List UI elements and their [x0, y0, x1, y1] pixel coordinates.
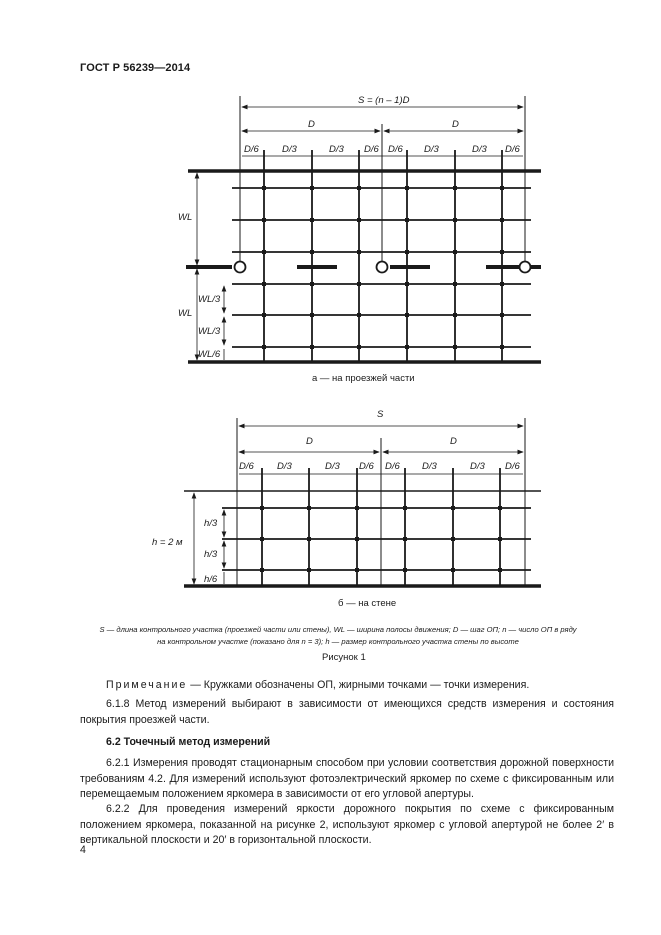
svg-text:D/6: D/6 — [505, 144, 520, 155]
svg-text:D/3: D/3 — [325, 461, 340, 472]
svg-text:D: D — [450, 436, 457, 447]
label-wl-1: WL — [178, 212, 193, 223]
label-wl-2: WL — [178, 308, 193, 319]
note-text: — Кружками обозначены ОП, жирными точками — точки измерения. — [187, 679, 530, 691]
page-number: 4 — [80, 844, 86, 856]
svg-text:WL/3: WL/3 — [198, 294, 221, 305]
svg-text:h/3: h/3 — [204, 518, 218, 529]
section-heading-6-2: 6.2 Точечный метод измерений — [106, 736, 271, 748]
figure-b-caption: б — на стене — [338, 598, 397, 609]
legend-line-2: на контрольном участке (показано для n = 3); h — размер контрольного участка стены по высоте — [157, 637, 519, 646]
svg-text:S: S — [377, 409, 384, 420]
svg-text:h/6: h/6 — [204, 574, 218, 585]
svg-text:h/3: h/3 — [204, 549, 218, 560]
svg-text:D/6: D/6 — [359, 461, 374, 472]
legend-line-1: S — длина контрольного участка (проезжей части или стены), WL — ширина полосы движения; D — шаг ОП; n — число ОП в ряду — [99, 625, 577, 634]
svg-text:D/3: D/3 — [472, 144, 487, 155]
paragraph-6-2-2: 6.2.2 Для проведения измерений яркости дорожного покрытия по схеме с фиксированным положением яркомера, показанной на рисунке 2, используют яркомер с угловой апертурой не более 2′ в вертикальной плоскости и 20′ в горизонтальной плоскости. — [80, 803, 614, 846]
note-paragraph — [80, 678, 614, 694]
svg-text:WL/6: WL/6 — [198, 349, 221, 360]
figure-legend — [78, 624, 598, 648]
svg-text:D/6: D/6 — [388, 144, 403, 155]
paragraph-6-2-1: 6.2.1 Измерения проводят стационарным способом при условии соответствия дорожной поверхности требованиям 4.2. Для измерений используют фотоэлектрический яркомер по схеме с фиксированным или перемещаемым положением яркомера в зависимости от его угловой апертуры. — [80, 757, 614, 800]
label-s-total: S = (n – 1)D — [358, 95, 410, 106]
label-d-left: D — [308, 119, 315, 130]
figure-title: Рисунок 1 — [322, 652, 366, 663]
svg-text:D/3: D/3 — [277, 461, 292, 472]
svg-text:D/3: D/3 — [282, 144, 297, 155]
svg-text:h = 2 м: h = 2 м — [152, 537, 183, 548]
svg-text:D: D — [306, 436, 313, 447]
paragraph-6-1-8: 6.1.8 Метод измерений выбирают в зависимости от имеющихся средств измерения и состояния покрытия проезжей части. — [80, 698, 614, 726]
svg-text:D/3: D/3 — [470, 461, 485, 472]
svg-text:D/6: D/6 — [244, 144, 259, 155]
svg-text:D/6: D/6 — [385, 461, 400, 472]
note-label: Примечание — [106, 679, 188, 691]
svg-text:D/6: D/6 — [364, 144, 379, 155]
svg-text:D/3: D/3 — [329, 144, 344, 155]
document-header: ГОСТ Р 56239—2014 — [80, 62, 191, 74]
figure-a-caption: а — на проезжей части — [312, 373, 415, 384]
svg-text:WL/3: WL/3 — [198, 326, 221, 337]
label-d-right: D — [452, 119, 459, 130]
svg-text:D/6: D/6 — [239, 461, 254, 472]
svg-text:D/3: D/3 — [422, 461, 437, 472]
svg-text:D/3: D/3 — [424, 144, 439, 155]
svg-text:D/6: D/6 — [505, 461, 520, 472]
